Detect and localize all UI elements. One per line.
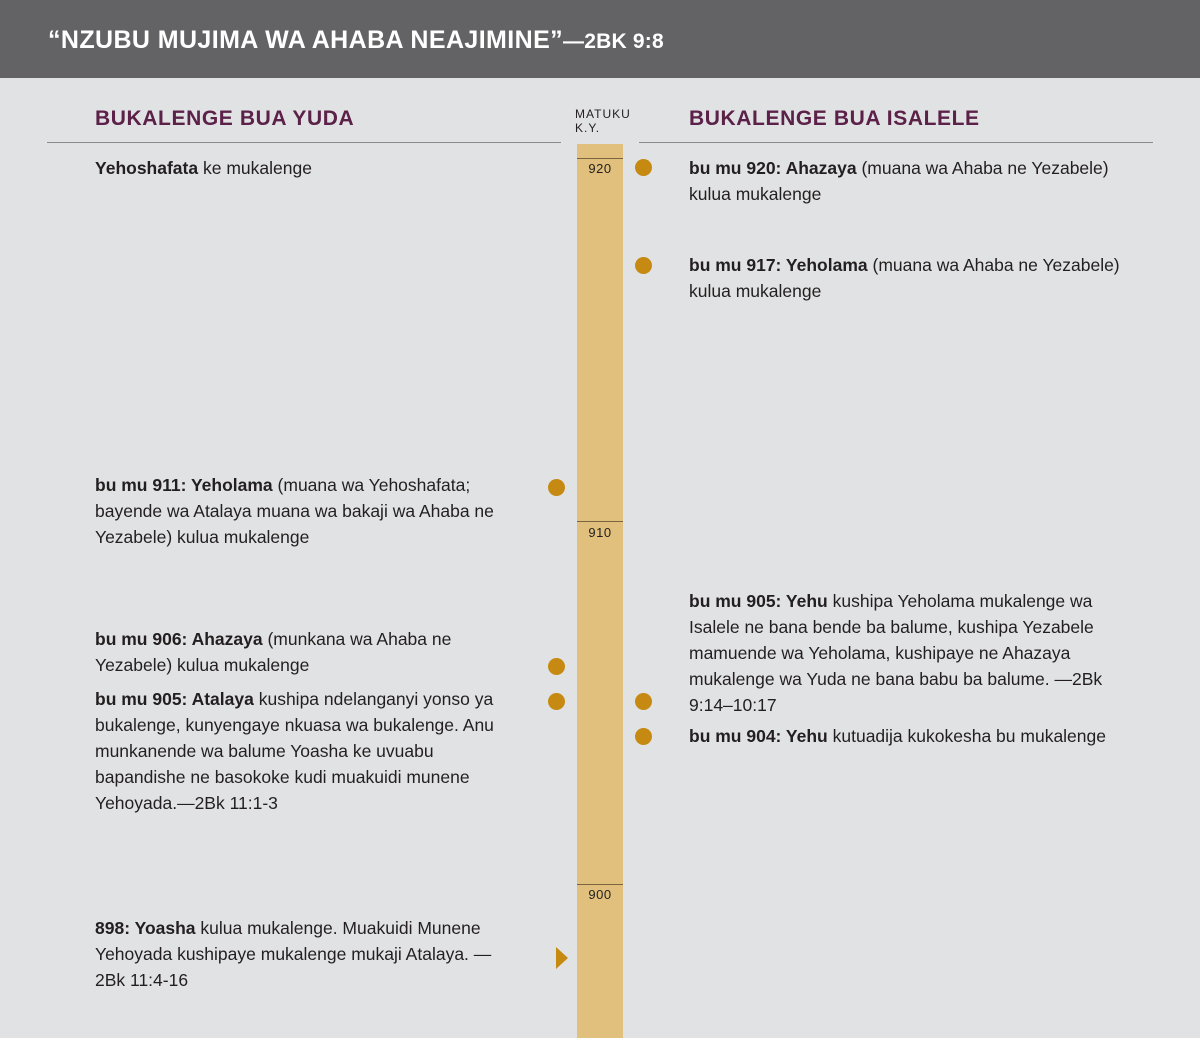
israel-column-heading: BUKALENGE BUA ISALELE	[689, 107, 980, 130]
event-description: kutuadija kukokesha bu mukalenge	[827, 726, 1106, 746]
axis-label	[575, 107, 631, 135]
page-title	[48, 26, 664, 55]
judah-marker-905	[548, 693, 565, 710]
israel-event	[689, 252, 1149, 304]
event-description: (muana wa Yehoshafata; bayende wa Atalaya muana wa bakaji wa Ahaba ne Yezabele) kulua mukalenge	[95, 475, 494, 547]
judah-event	[95, 155, 525, 181]
judah-column-heading: BUKALENGE BUA YUDA	[95, 107, 355, 130]
event-king: bu mu 905: Yehu	[689, 591, 828, 611]
event-king: bu mu 911: Yeholama	[95, 475, 273, 495]
judah-arrow-marker-898	[556, 947, 568, 969]
israel-event	[689, 155, 1149, 207]
event-description: kushipa Yeholama mukalenge wa Isalele ne bana bende ba balume, kushipa Yezabele mamuende wa Yeholama, kushipaye ne Ahazaya mukalenge wa Yuda ne bana babu ba balume. —2Bk 9:14–10:17	[689, 591, 1103, 715]
israel-marker-905	[635, 693, 652, 710]
israel-marker-920	[635, 159, 652, 176]
event-description: ke mukalenge	[198, 158, 312, 178]
israel-event	[689, 588, 1119, 718]
event-description: (munkana wa Ahaba ne Yezabele) kulua mukalenge	[95, 629, 452, 675]
title-quote: “NZUBU MUJIMA WA AHABA NEAJIMINE”	[48, 26, 564, 54]
judah-event	[95, 686, 525, 816]
event-king: bu mu 917: Yeholama	[689, 255, 868, 275]
tick-mark-920	[577, 158, 623, 159]
title-reference: —2BK 9:8	[563, 30, 664, 53]
timeline-bar	[577, 144, 623, 1038]
event-king: bu mu 906: Ahazaya	[95, 629, 263, 649]
judah-event	[95, 472, 525, 550]
judah-marker-906	[548, 658, 565, 675]
tick-mark-900	[577, 884, 623, 885]
right-heading-rule	[639, 142, 1153, 143]
header-banner	[0, 0, 1200, 78]
israel-marker-917	[635, 257, 652, 274]
judah-event	[95, 915, 515, 993]
left-heading-rule	[47, 142, 561, 143]
tick-label-900: 900	[588, 887, 612, 902]
israel-marker-904	[635, 728, 652, 745]
tick-mark-910	[577, 521, 623, 522]
tick-label-920: 920	[588, 161, 612, 176]
israel-event	[689, 723, 1149, 749]
event-king: bu mu 904: Yehu	[689, 726, 828, 746]
event-king: Yehoshafata	[95, 158, 199, 178]
event-description: kushipa ndelanganyi yonso ya bukalenge, kunyengaye nkuasa wa bukalenge. Anu munkanende wa balume Yoasha ke uvuabu bapandishe ne basokoke kudi muakuidi munene Yehoyada.—2Bk 11:1-3	[95, 689, 494, 813]
tick-label-910: 910	[588, 525, 612, 540]
judah-marker-911	[548, 479, 565, 496]
event-king: bu mu 905: Atalaya	[95, 689, 254, 709]
axis-label-line2: K.Y.	[575, 121, 601, 135]
event-description: kulua mukalenge. Muakuidi Munene Yehoyada kushipaye mukalenge mukaji Atalaya. —2Bk 11:4-16	[95, 918, 492, 990]
axis-label-line1: MATUKU	[575, 107, 631, 121]
event-description: (muana wa Ahaba ne Yezabele) kulua mukalenge	[689, 158, 1109, 204]
judah-event	[95, 626, 525, 678]
event-king: bu mu 920: Ahazaya	[689, 158, 857, 178]
event-king: 898: Yoasha	[95, 918, 196, 938]
event-description: (muana wa Ahaba ne Yezabele) kulua mukalenge	[689, 255, 1120, 301]
